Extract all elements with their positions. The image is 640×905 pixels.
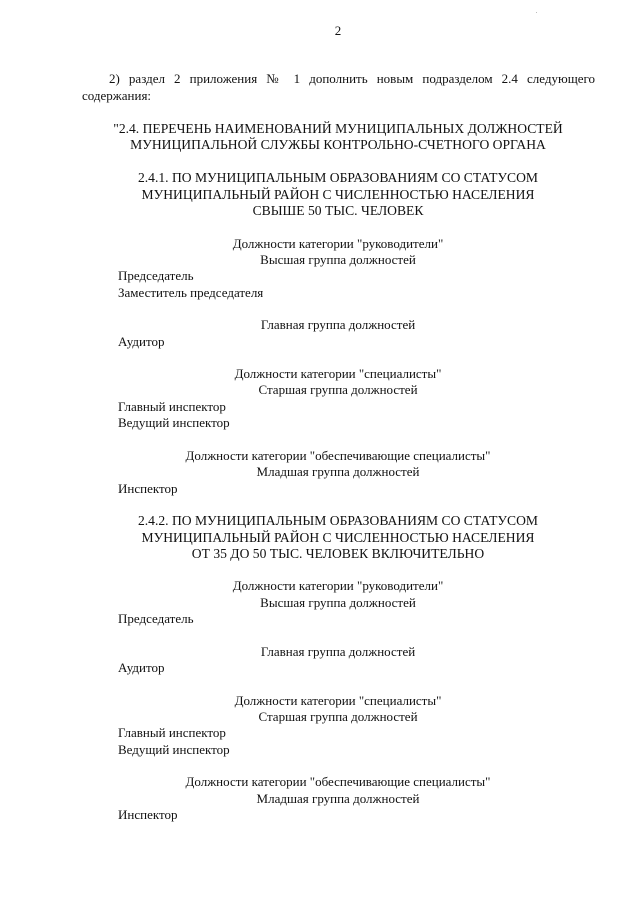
- section-2-position-chief-inspector: Главный инспектор: [118, 725, 226, 740]
- section-2-title-line-1: 2.4.2. ПО МУНИЦИПАЛЬНЫМ ОБРАЗОВАНИЯМ СО СТАТУСОМ: [137, 513, 539, 528]
- section-1-position-deputy-chairman: Заместитель председателя: [118, 285, 264, 300]
- section-2-position-lead-inspector: Ведущий инспектор: [118, 742, 230, 757]
- section-1-group-main: Главная группа должностей: [260, 317, 416, 332]
- section-2-category-leaders: Должности категории "руководители": [232, 578, 444, 593]
- section-2-position-inspector: Инспектор: [118, 807, 178, 822]
- section-1-title-line-3: СВЫШЕ 50 ТЫС. ЧЕЛОВЕК: [252, 203, 424, 218]
- section-2-group-junior: Младшая группа должностей: [256, 791, 420, 806]
- section-1-category-specialists: Должности категории "специалисты": [234, 366, 442, 381]
- section-1-title-line-1: 2.4.1. ПО МУНИЦИПАЛЬНЫМ ОБРАЗОВАНИЯМ СО СТАТУСОМ: [137, 170, 539, 185]
- section-2-category-specialists: Должности категории "специалисты": [234, 693, 442, 708]
- section-2-group-senior: Старшая группа должностей: [258, 709, 418, 724]
- section-1-position-auditor: Аудитор: [118, 334, 165, 349]
- section-2-category-support: Должности категории "обеспечивающие специалисты": [185, 774, 491, 789]
- section-2-group-highest: Высшая группа должностей: [260, 595, 416, 610]
- page-number: 2: [334, 23, 342, 38]
- section-2-position-chairman: Председатель: [118, 611, 194, 626]
- section-2-group-main: Главная группа должностей: [260, 644, 416, 659]
- section-1-category-leaders: Должности категории "руководители": [232, 236, 444, 251]
- scan-speck: [536, 12, 537, 13]
- section-1-title-line-2: МУНИЦИПАЛЬНЫЙ РАЙОН С ЧИСЛЕННОСТЬЮ НАСЕЛЕНИЯ: [141, 187, 535, 202]
- intro-line-2: содержания:: [82, 88, 152, 103]
- section-1-position-chairman: Председатель: [118, 268, 194, 283]
- section-1-position-chief-inspector: Главный инспектор: [118, 399, 226, 414]
- section-2-title-line-3: ОТ 35 ДО 50 ТЫС. ЧЕЛОВЕК ВКЛЮЧИТЕЛЬНО: [191, 546, 485, 561]
- heading-line-1: "2.4. ПЕРЕЧЕНЬ НАИМЕНОВАНИЙ МУНИЦИПАЛЬНЫХ ДОЛЖНОСТЕЙ: [113, 121, 563, 136]
- section-1-group-highest: Высшая группа должностей: [260, 252, 416, 267]
- section-1-category-support: Должности категории "обеспечивающие специалисты": [185, 448, 491, 463]
- heading-line-2: МУНИЦИПАЛЬНОЙ СЛУЖБЫ КОНТРОЛЬНО-СЧЕТНОГО ОРГАНА: [130, 137, 546, 152]
- section-1-group-junior: Младшая группа должностей: [256, 464, 420, 479]
- section-1-position-inspector: Инспектор: [118, 481, 178, 496]
- section-2-title-line-2: МУНИЦИПАЛЬНЫЙ РАЙОН С ЧИСЛЕННОСТЬЮ НАСЕЛЕНИЯ: [141, 530, 535, 545]
- intro-line-1: 2) раздел 2 приложения № 1 дополнить новым подразделом 2.4 следующего: [109, 71, 595, 86]
- section-2-position-auditor: Аудитор: [118, 660, 165, 675]
- section-1-group-senior: Старшая группа должностей: [258, 382, 418, 397]
- section-1-position-lead-inspector: Ведущий инспектор: [118, 415, 230, 430]
